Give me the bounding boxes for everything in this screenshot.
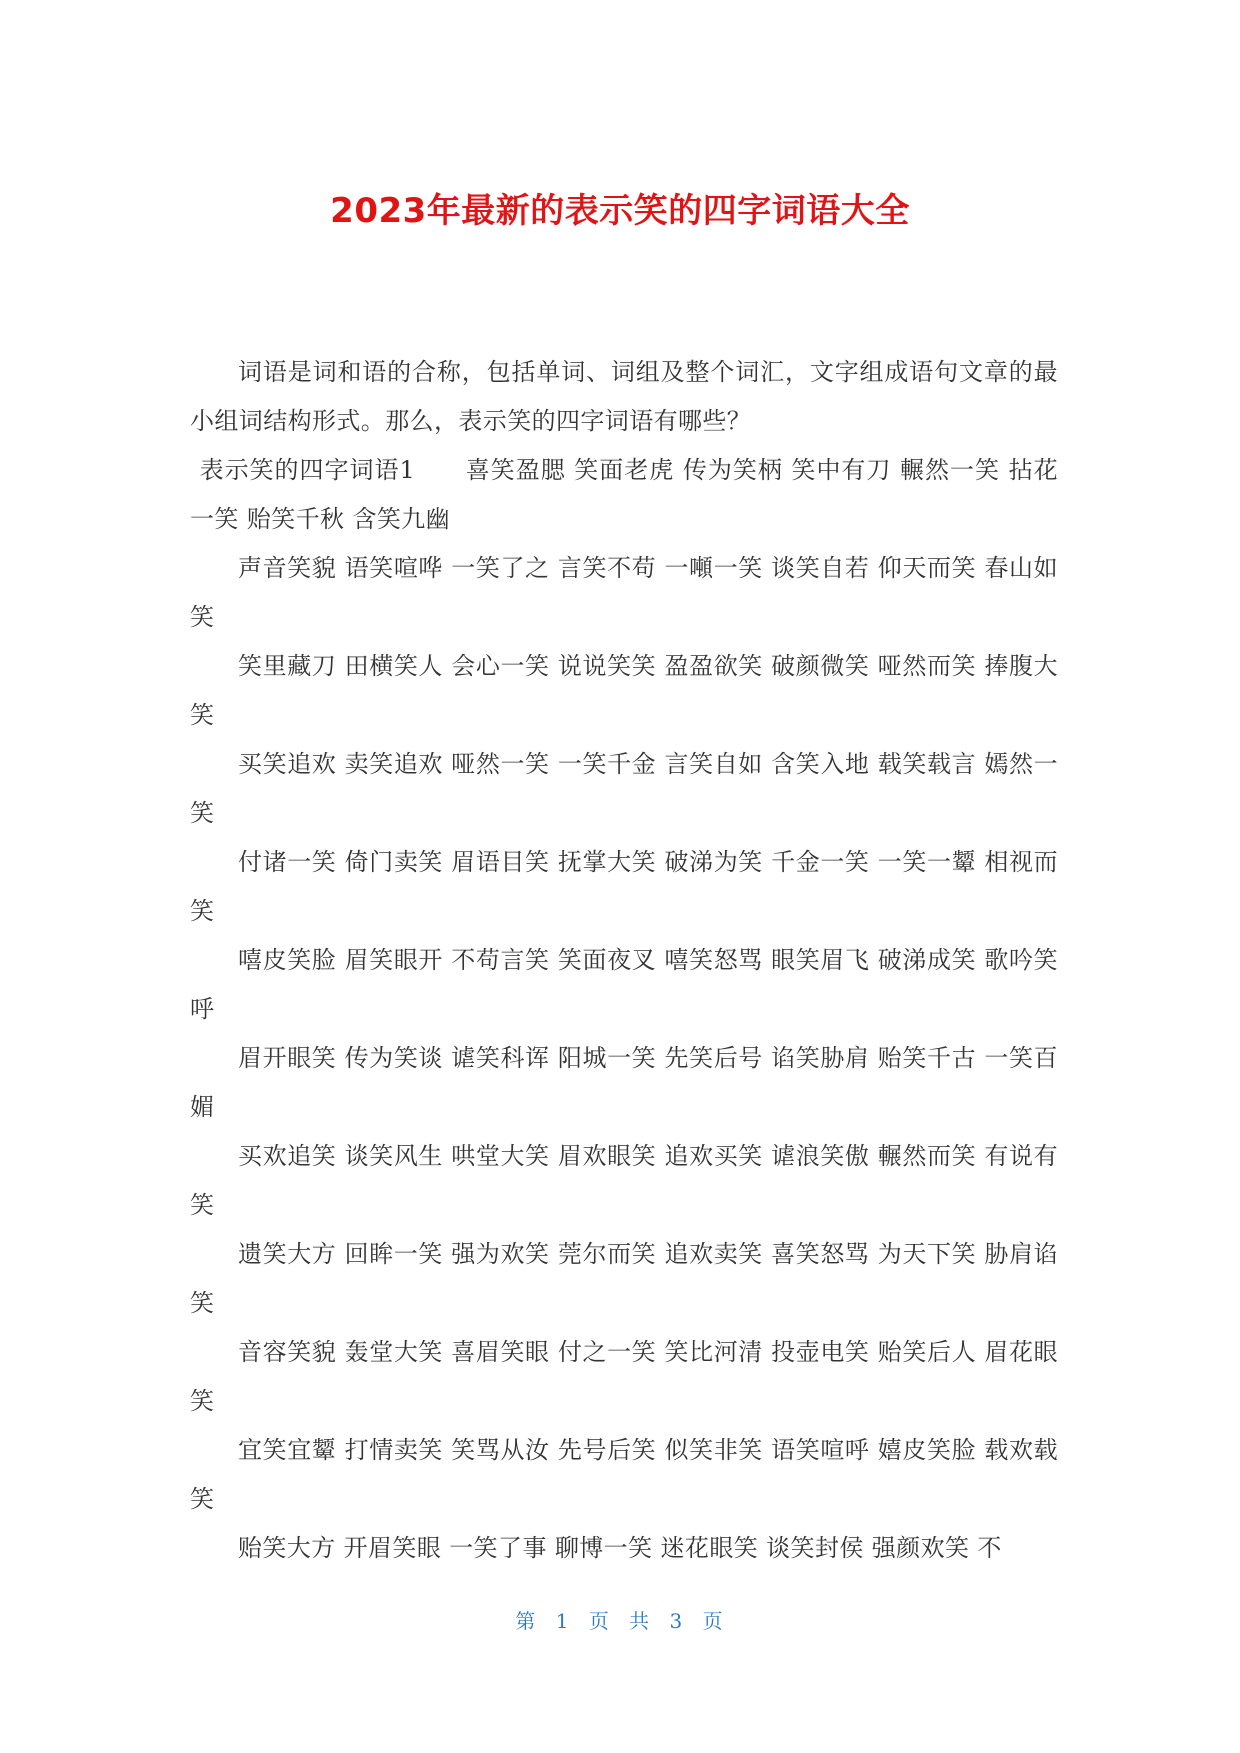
word-list-paragraph: 遗笑大方 回眸一笑 强为欢笑 莞尔而笑 追欢卖笑 喜笑怒骂 为天下笑 胁肩谄笑: [190, 1240, 1058, 1317]
word-list-paragraph: 宜笑宜颦 打情卖笑 笑骂从汝 先号后笑 似笑非笑 语笑喧呼 嬉皮笑脸 载欢载笑: [190, 1436, 1058, 1513]
document-body: [190, 348, 1058, 1573]
word-list-paragraph: 贻笑大方 开眉笑眼 一笑了事 聊博一笑 迷花眼笑 谈笑封侯 强颜欢笑 不: [238, 1534, 1002, 1562]
intro-paragraph: 词语是词和语的合称，包括单词、词组及整个词汇，文字组成语句文章的最小组词结构形式。那么，表示笑的四字词语有哪些？: [190, 358, 1058, 435]
word-list-paragraph: 表示笑的四字词语1 喜笑盈腮 笑面老虎 传为笑柄 笑中有刀 輾然一笑 拈花一笑 贻笑千秋 含笑九幽: [190, 456, 1058, 533]
word-list-paragraph: 买笑追欢 卖笑追欢 哑然一笑 一笑千金 言笑自如 含笑入地 载笑载言 嫣然一笑: [190, 750, 1058, 827]
word-list-paragraph: 声音笑貌 语笑喧哗 一笑了之 言笑不苟 一噸一笑 谈笑自若 仰天而笑 春山如笑: [190, 554, 1058, 631]
word-list-paragraph: 笑里藏刀 田横笑人 会心一笑 说说笑笑 盈盈欲笑 破颜微笑 哑然而笑 捧腹大笑: [190, 652, 1058, 729]
document-title: 2023年最新的表示笑的四字词语大全: [330, 191, 910, 231]
word-list-paragraph: 音容笑貌 轰堂大笑 喜眉笑眼 付之一笑 笑比河清 投壶电笑 贻笑后人 眉花眼笑: [190, 1338, 1058, 1415]
word-list-paragraph: 眉开眼笑 传为笑谈 谑笑科诨 阳城一笑 先笑后号 谄笑胁肩 贻笑千古 一笑百媚: [190, 1044, 1058, 1121]
page-number-footer: 第 1 页 共 3 页: [515, 1609, 725, 1633]
word-list-paragraph: 付诸一笑 倚门卖笑 眉语目笑 抚掌大笑 破涕为笑 千金一笑 一笑一颦 相视而笑: [190, 848, 1058, 925]
word-list-paragraph: 买欢追笑 谈笑风生 哄堂大笑 眉欢眼笑 追欢买笑 谑浪笑傲 輾然而笑 有说有笑: [190, 1142, 1058, 1219]
word-list-paragraph: 嘻皮笑脸 眉笑眼开 不苟言笑 笑面夜叉 嘻笑怒骂 眼笑眉飞 破涕成笑 歌吟笑呼: [190, 946, 1058, 1023]
